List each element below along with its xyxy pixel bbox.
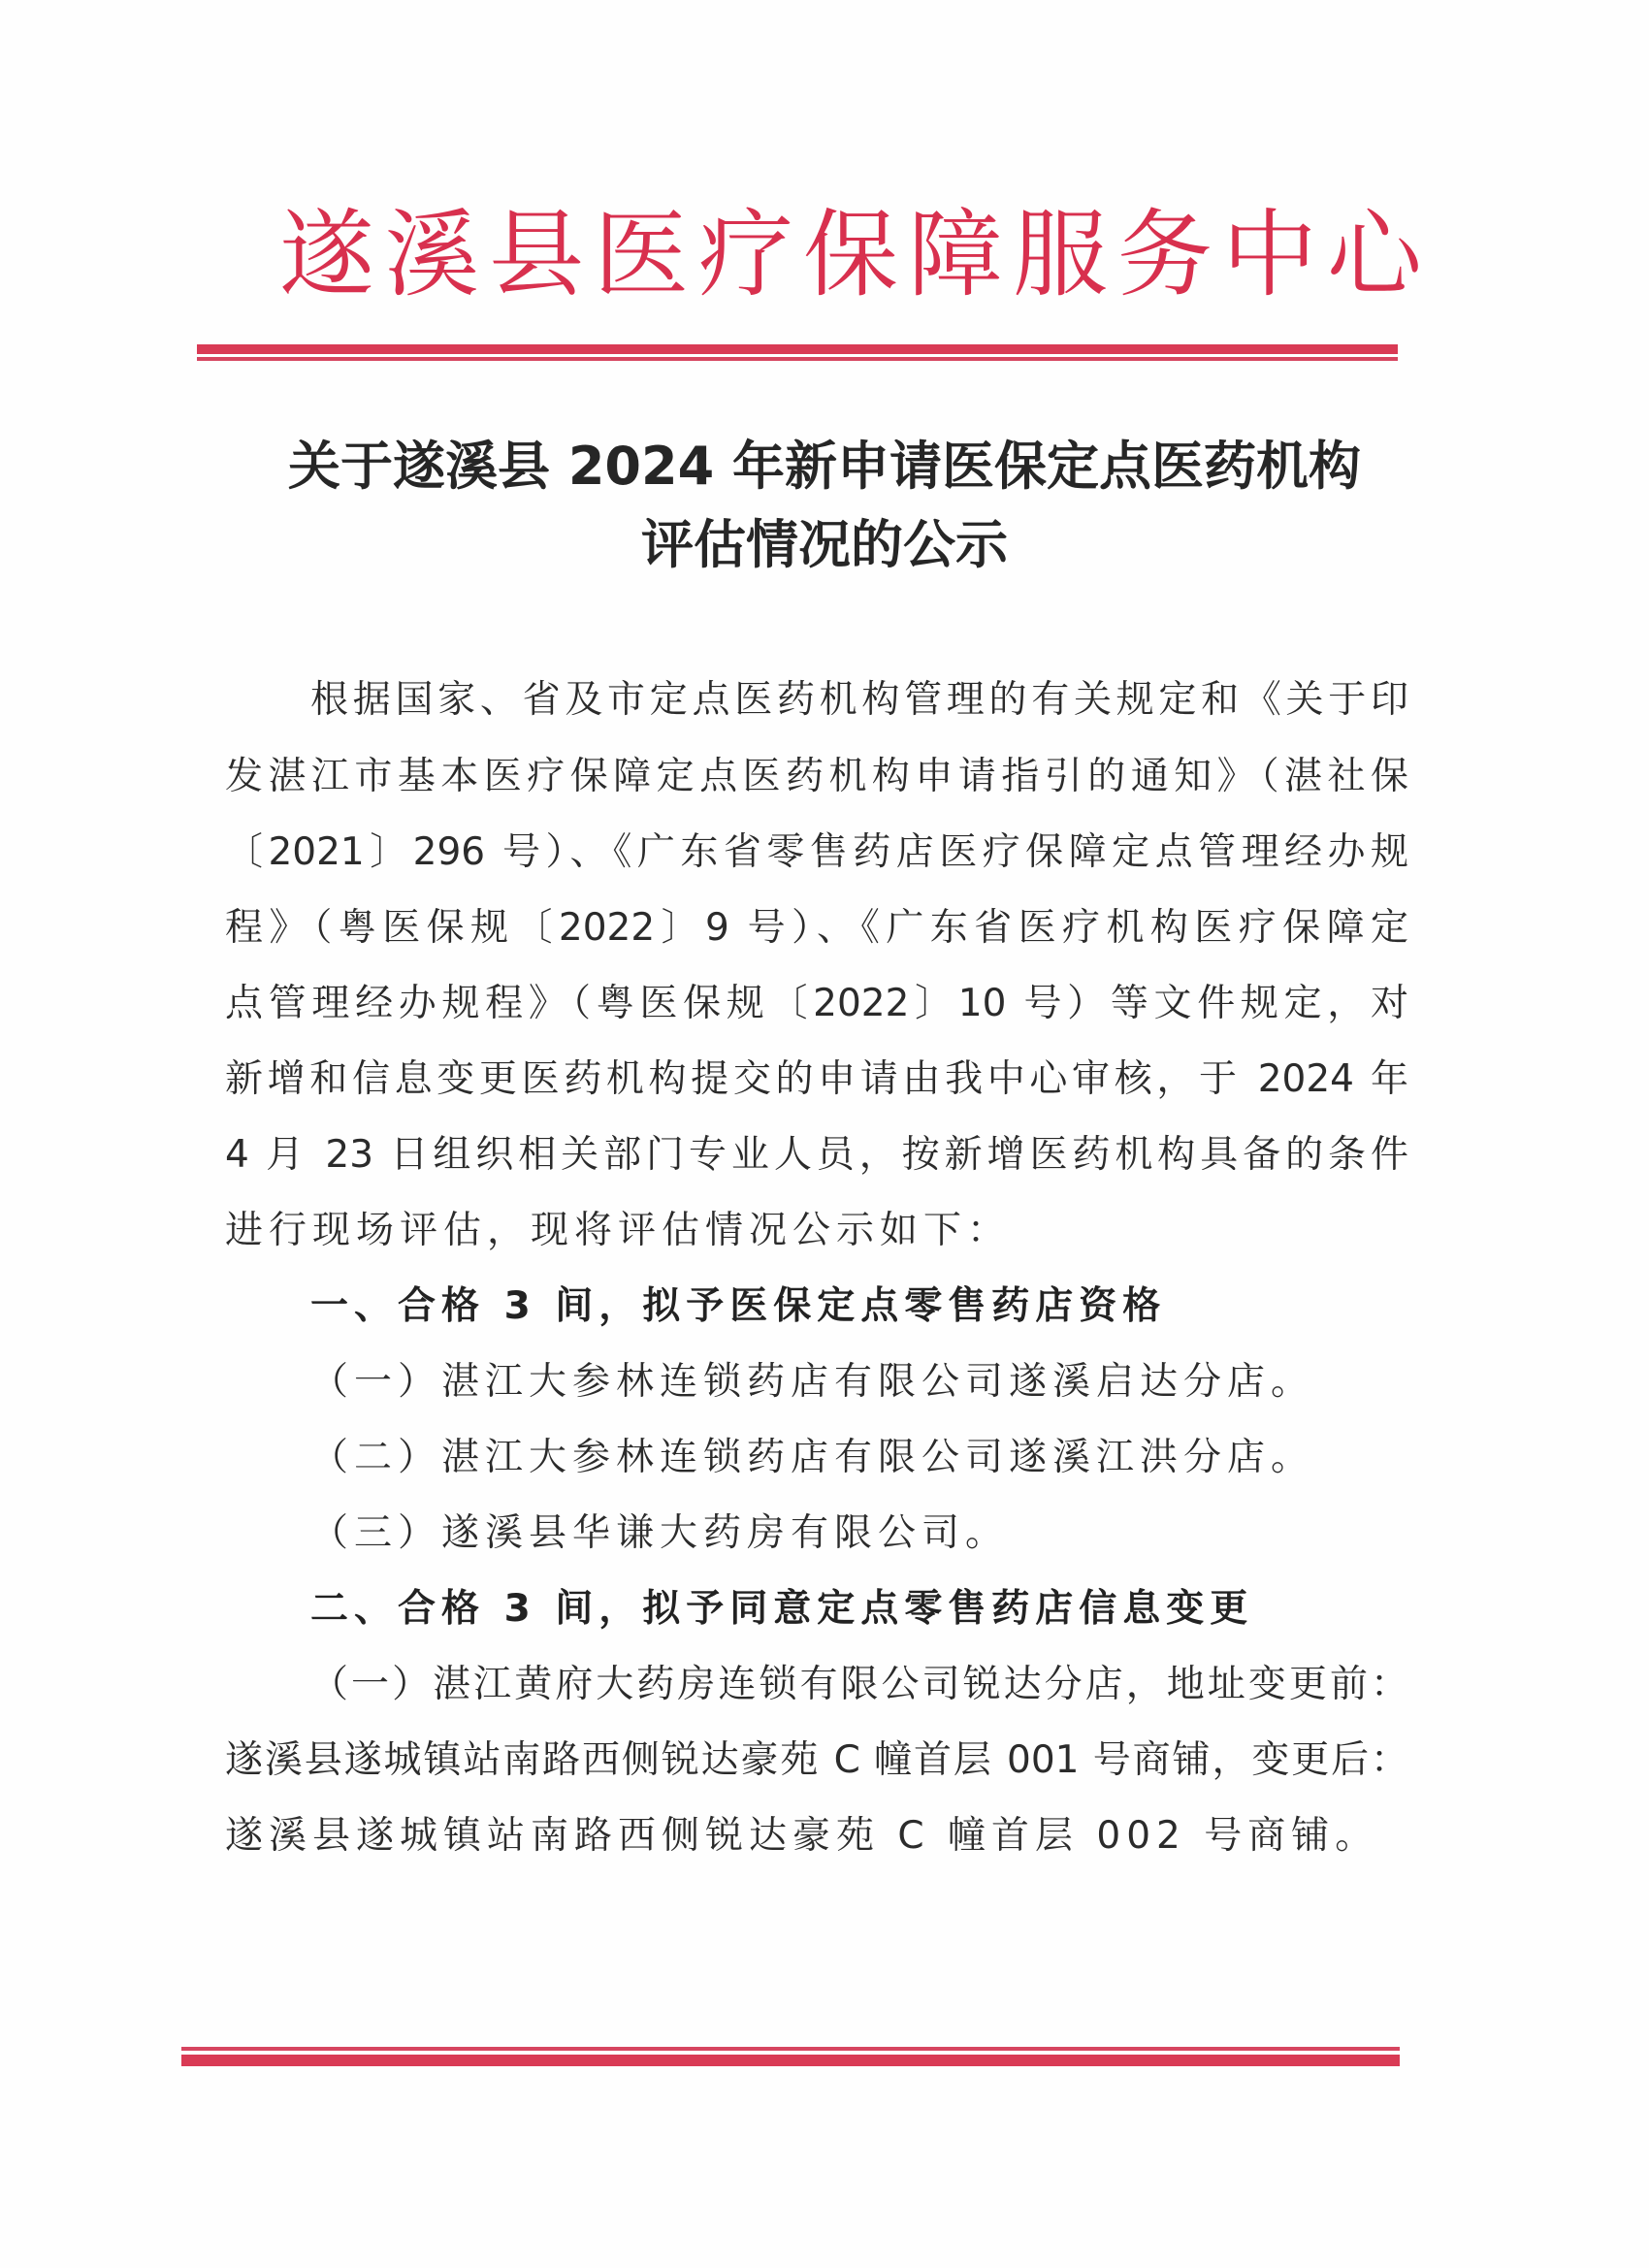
section2-item-line: （一）湛江黄府大药房连锁有限公司锐达分店，地址变更前： <box>310 1663 1408 1706</box>
body-line: 点管理经办规程》（粤医保规〔2022〕10 号）等文件规定，对 <box>225 982 1408 1025</box>
body-line: 进行现场评估，现将评估情况公示如下： <box>225 1209 1012 1252</box>
header-rule-thick <box>197 344 1398 354</box>
header-rule-thin <box>197 357 1398 361</box>
body-line: 4 月 23 日组织相关部门专业人员，按新增医药机构具备的条件 <box>225 1133 1408 1177</box>
body-line: 新增和信息变更医药机构提交的申请由我中心审核，于 2024 年 <box>225 1057 1408 1101</box>
section1-item: （三）遂溪县华谦大药房有限公司。 <box>310 1511 1010 1555</box>
footer-rule-thick <box>181 2055 1400 2066</box>
section2-item-line: 遂溪县遂城镇站南路西侧锐达豪苑 C 幢首层 001 号商铺，变更后： <box>225 1738 1408 1782</box>
notice-title-line2: 评估情况的公示 <box>641 514 1008 575</box>
section1-heading: 一、合格 3 间，拟予医保定点零售药店资格 <box>310 1284 1167 1328</box>
body-line: 发湛江市基本医疗保障定点医药机构申请指引的通知》（湛社保 <box>225 755 1408 798</box>
org-letterhead: 遂溪县医疗保障服务中心 <box>279 200 1433 310</box>
section1-item: （一）湛江大参林连锁药店有限公司遂溪启达分店。 <box>310 1360 1315 1404</box>
section2-heading: 二、合格 3 间，拟予同意定点零售药店信息变更 <box>310 1587 1254 1631</box>
notice-title-line1: 关于遂溪县 2024 年新申请医保定点医药机构 <box>288 436 1361 497</box>
section1-item: （二）湛江大参林连锁药店有限公司遂溪江洪分店。 <box>310 1436 1315 1479</box>
body-line: 根据国家、省及市定点医药机构管理的有关规定和《关于印 <box>310 678 1408 722</box>
body-line: 程》（粤医保规〔2022〕9 号）、《广东省医疗机构医疗保障定 <box>225 906 1408 950</box>
section2-item-line: 遂溪县遂城镇站南路西侧锐达豪苑 C 幢首层 002 号商铺。 <box>225 1814 1379 1858</box>
footer-rule-thin <box>181 2047 1400 2051</box>
body-line: 〔2021〕296 号）、《广东省零售药店医疗保障定点管理经办规 <box>225 830 1408 874</box>
